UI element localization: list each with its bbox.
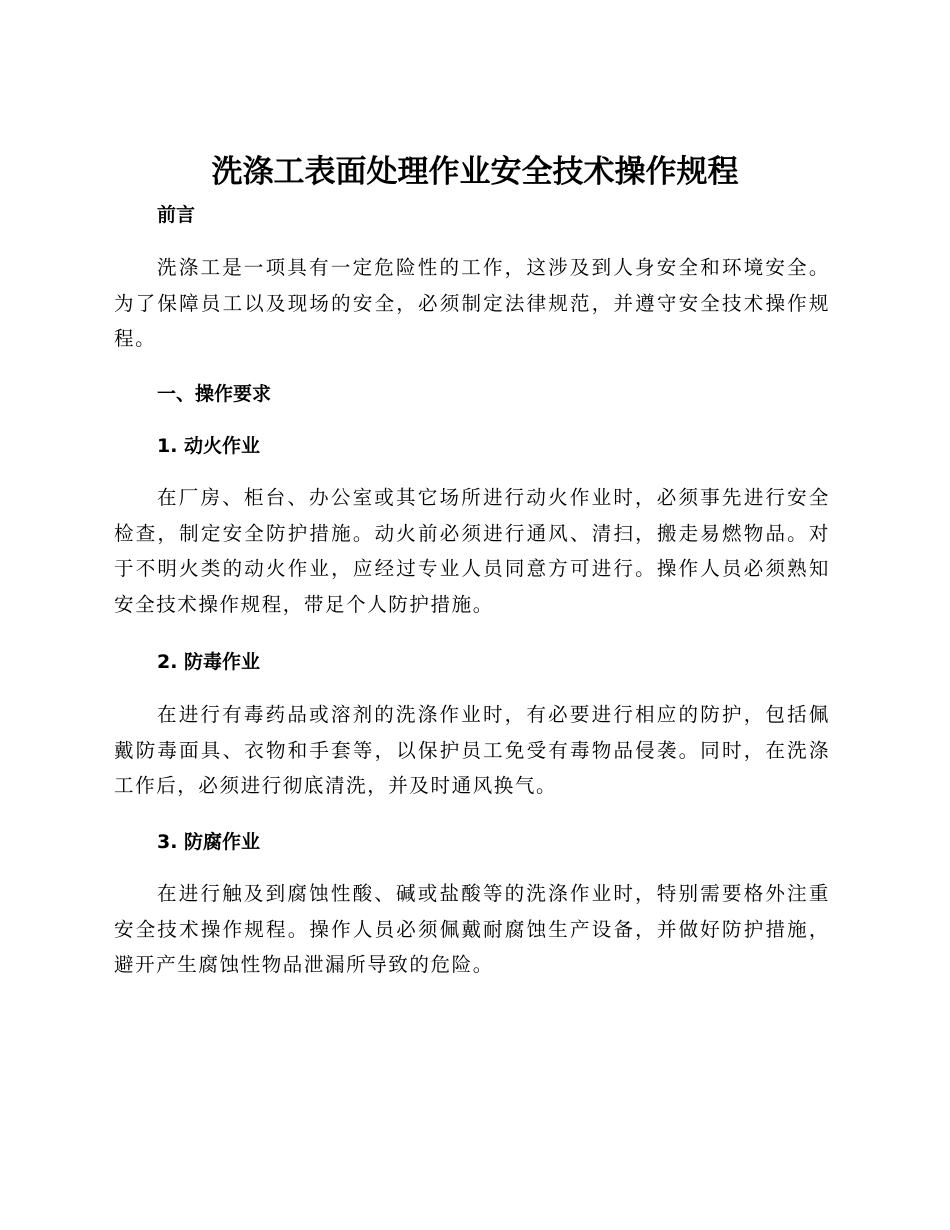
preface-heading: 前言 <box>157 204 196 226</box>
item-heading-anti-corrosion: 3. 防腐作业 <box>157 831 261 853</box>
item-heading-hot-work: 1. 动火作业 <box>157 435 261 457</box>
item-paragraph-hot-work: 在厂房、柜台、办公室或其它场所进行动火作业时，必须事先进行安全检查，制定安全防护措施。动火前必须进行通风、清扫，搬走易燃物品。对于不明火类的动火作业，应经过专业人员同意方可进行。操作人员必须熟知安全技术操作规程，带足个人防护措施。 <box>114 486 830 616</box>
document-title: 洗涤工表面处理作业安全技术操作规程 <box>211 154 739 190</box>
item-heading-anti-toxic: 2. 防毒作业 <box>157 651 261 673</box>
item-paragraph-anti-corrosion: 在进行触及到腐蚀性酸、碱或盐酸等的洗涤作业时，特别需要格外注重安全技术操作规程。操作人员必须佩戴耐腐蚀生产设备，并做好防护措施，避开产生腐蚀性物品泄漏所导致的危险。 <box>114 882 830 976</box>
item-paragraph-anti-toxic: 在进行有毒药品或溶剂的洗涤作业时，有必要进行相应的防护，包括佩戴防毒面具、衣物和手套等，以保护员工免受有毒物品侵袭。同时，在洗涤工作后，必须进行彻底清洗，并及时通风换气。 <box>114 703 830 797</box>
preface-paragraph: 洗涤工是一项具有一定危险性的工作，这涉及到人身安全和环境安全。为了保障员工以及现场的安全，必须制定法律规范，并遵守安全技术操作规程。 <box>114 256 830 350</box>
section-heading-operation-requirements: 一、操作要求 <box>157 383 272 405</box>
